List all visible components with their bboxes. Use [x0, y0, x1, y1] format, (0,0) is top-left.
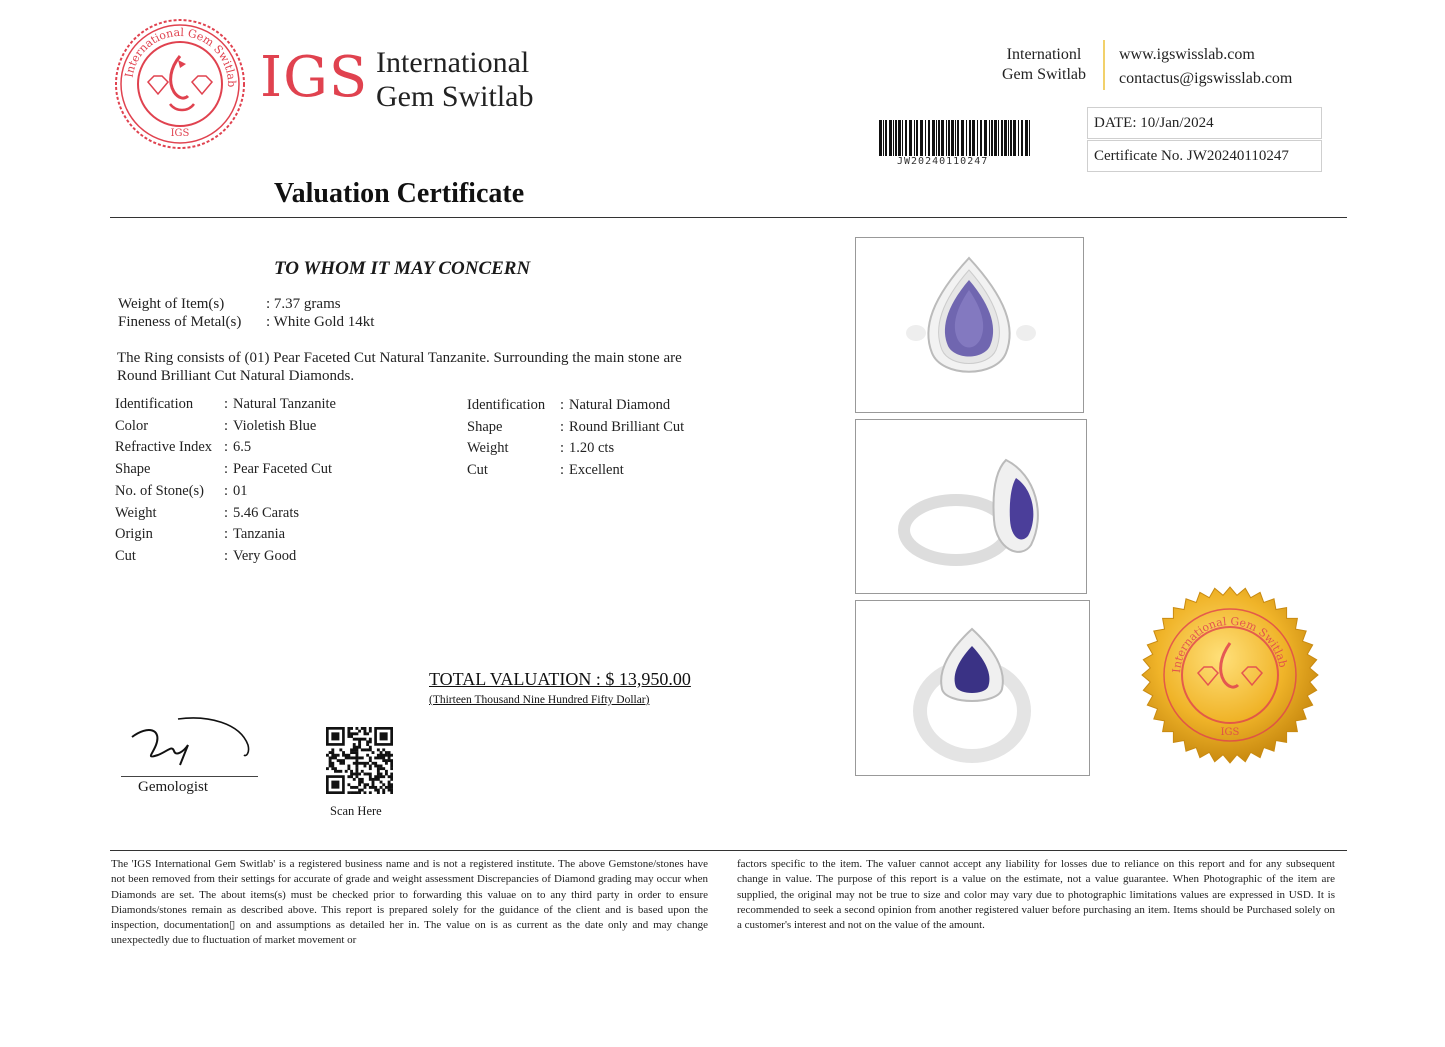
barcode — [877, 120, 1033, 158]
metal-fineness-row — [118, 313, 374, 331]
ring-side-image — [856, 420, 1086, 593]
main-stone-specs — [115, 396, 415, 576]
main-stone-spec-value: Tanzania — [233, 526, 286, 543]
seal-bottom-text: IGS — [170, 128, 190, 139]
main-stone-spec-label: Origin — [115, 526, 153, 543]
gold-seal-arc-text: International Gem Switlab — [1170, 614, 1290, 674]
brand-name-line2: Gem Switlab — [376, 80, 534, 113]
spec-colon: : — [224, 547, 229, 564]
total-valuation: TOTAL VALUATION : $ 13,950.00 — [429, 669, 691, 689]
disclaimer-right: factors specific to the item. The vaIuer cannot accept any liability for losses due to reliance on this report and for any subsequent change in value. The purpose of this report is a value on the estimate, not a value guarantee. When Photographic of the item arе supplied, the original may not be true to size and color may vary due to photographic limitations values are expressed in USD. It is recommended to seek a second opinion from another registered valuer before purchasinɡ an item. Items should be Purchased solely on a customer's interest and not on the value of the amount. — [737, 858, 1335, 932]
main-stone-spec-value: Pear Faceted Cut — [233, 461, 333, 478]
ring-photo-side — [855, 419, 1087, 594]
ring-top-image — [856, 601, 1089, 775]
item-description: The Ring consists of (01) Pear Faceted Cut Natural Tanzanite. Surrounding the main stone are Round Brilliant Cut Natural Diamonds. — [117, 350, 682, 384]
side-stone-specs — [467, 397, 727, 497]
barcode-number: JW20240110247 — [897, 156, 989, 167]
spec-colon: : — [560, 418, 565, 435]
header-contacts — [1119, 43, 1292, 91]
document-title: Valuation Certificate — [274, 178, 525, 209]
ring-photo-front — [855, 237, 1084, 413]
disclaimer-left: The 'IGS International Gem Switlab' is a registered business name and is not a registered institute. The above Gemstone/stones have not been removed from their settings for accurate of grade and weight assessment Discrepancies of Diamond grading may occur when Diamonds are set. The about items(s) must be checked prior to forwarding this valuae on to any third party in order to ensure Diamonds/stones remain as described above. This report is prepared solely for the guidance of the client and is based upon the inspection, documentation▯ on and assumptions as detailed her in. The value on is as current as the date only and may change unexpectedly due to fluctuation of market movement or — [111, 858, 708, 947]
footer-rule — [110, 850, 1347, 851]
spec-colon: : — [224, 461, 229, 478]
salutation: TO WHOM IT MAY CONCERN — [274, 258, 531, 279]
brand-abbreviation: IGS — [260, 45, 369, 110]
spec-colon: : — [560, 397, 565, 413]
qr-code[interactable] — [326, 727, 393, 794]
metal-fineness-value: White Gold 14kt — [273, 314, 375, 330]
side-stone-spec-value: 1.20 cts — [569, 440, 615, 457]
gemologist-label: Gemologist — [138, 779, 208, 795]
side-stone-spec-value: Excellent — [569, 462, 624, 479]
spec-colon: : — [224, 526, 229, 543]
total-valuation-words: (Thirteen Thousand Nine Hundred Fifty Dollar) — [429, 694, 650, 706]
kv-colon: : — [266, 314, 274, 330]
header-rule — [110, 217, 1347, 218]
spec-colon: : — [224, 417, 229, 434]
side-stone-spec-label: Identification — [467, 397, 546, 413]
header-org-name — [996, 45, 1092, 85]
side-stone-spec-value: Round Brilliant Cut — [569, 418, 685, 435]
main-stone-spec-label: Shape — [115, 461, 151, 478]
main-stone-spec-value: Very Good — [233, 547, 297, 564]
main-stone-spec-label: Weight — [115, 504, 157, 521]
header-org-line1: Internationl — [1006, 46, 1082, 63]
spec-colon: : — [224, 504, 229, 521]
metal-fineness-label: Fineness of Metal(s) — [118, 314, 242, 330]
side-stone-spec-label: Shape — [467, 418, 503, 435]
scan-here-label: Scan Here — [330, 804, 382, 818]
gemologist-signature — [128, 715, 252, 769]
date-field: DATE: 10/Jan/2024 — [1087, 107, 1322, 139]
spec-colon: : — [224, 482, 229, 499]
signature-line — [121, 776, 258, 777]
brand-name-line1: International — [376, 46, 530, 79]
main-stone-spec-label: Cut — [115, 547, 136, 564]
website-link[interactable]: www.igswisslab.com — [1119, 46, 1255, 63]
kv-colon: : — [266, 296, 274, 312]
header-org-line2: Gem Switlab — [1002, 66, 1086, 83]
item-weight-row — [118, 295, 341, 313]
certificate-number-field: Certificate No. JW20240110247 — [1087, 140, 1322, 172]
side-stone-spec-label: Cut — [467, 462, 488, 479]
side-stone-spec-label: Weight — [467, 440, 509, 457]
main-stone-spec-label: Identification — [115, 396, 194, 412]
igs-logo-seal — [112, 16, 248, 152]
spec-colon: : — [560, 440, 565, 457]
ring-front-image — [856, 238, 1083, 412]
seal-arc-text: International Gem Switlab — [122, 25, 239, 88]
main-stone-spec-value: Natural Tanzanite — [233, 396, 336, 412]
item-weight-value: 7.37 grams — [273, 296, 341, 312]
main-stone-spec-value: 6.5 — [233, 439, 252, 456]
spec-colon: : — [224, 396, 229, 412]
item-weight-label: Weight of Item(s) — [118, 296, 225, 312]
gold-seal-bottom-text: IGS — [1220, 727, 1240, 738]
main-stone-spec-value: Violetish Blue — [233, 417, 317, 434]
main-stone-spec-label: Refractive Index — [115, 439, 213, 456]
header-divider — [1103, 40, 1105, 90]
main-stone-spec-value: 01 — [233, 482, 248, 499]
main-stone-spec-label: No. of Stone(s) — [115, 482, 205, 499]
gold-certification-seal — [1140, 585, 1320, 765]
side-stone-spec-value: Natural Diamond — [569, 397, 671, 413]
spec-colon: : — [560, 462, 565, 479]
email-link[interactable]: contactus@igswisslab.com — [1119, 70, 1293, 87]
spec-colon: : — [224, 439, 229, 456]
main-stone-spec-label: Color — [115, 417, 149, 434]
brand-name — [376, 46, 534, 114]
main-stone-spec-value: 5.46 Carats — [233, 504, 300, 521]
ring-photo-top — [855, 600, 1090, 776]
